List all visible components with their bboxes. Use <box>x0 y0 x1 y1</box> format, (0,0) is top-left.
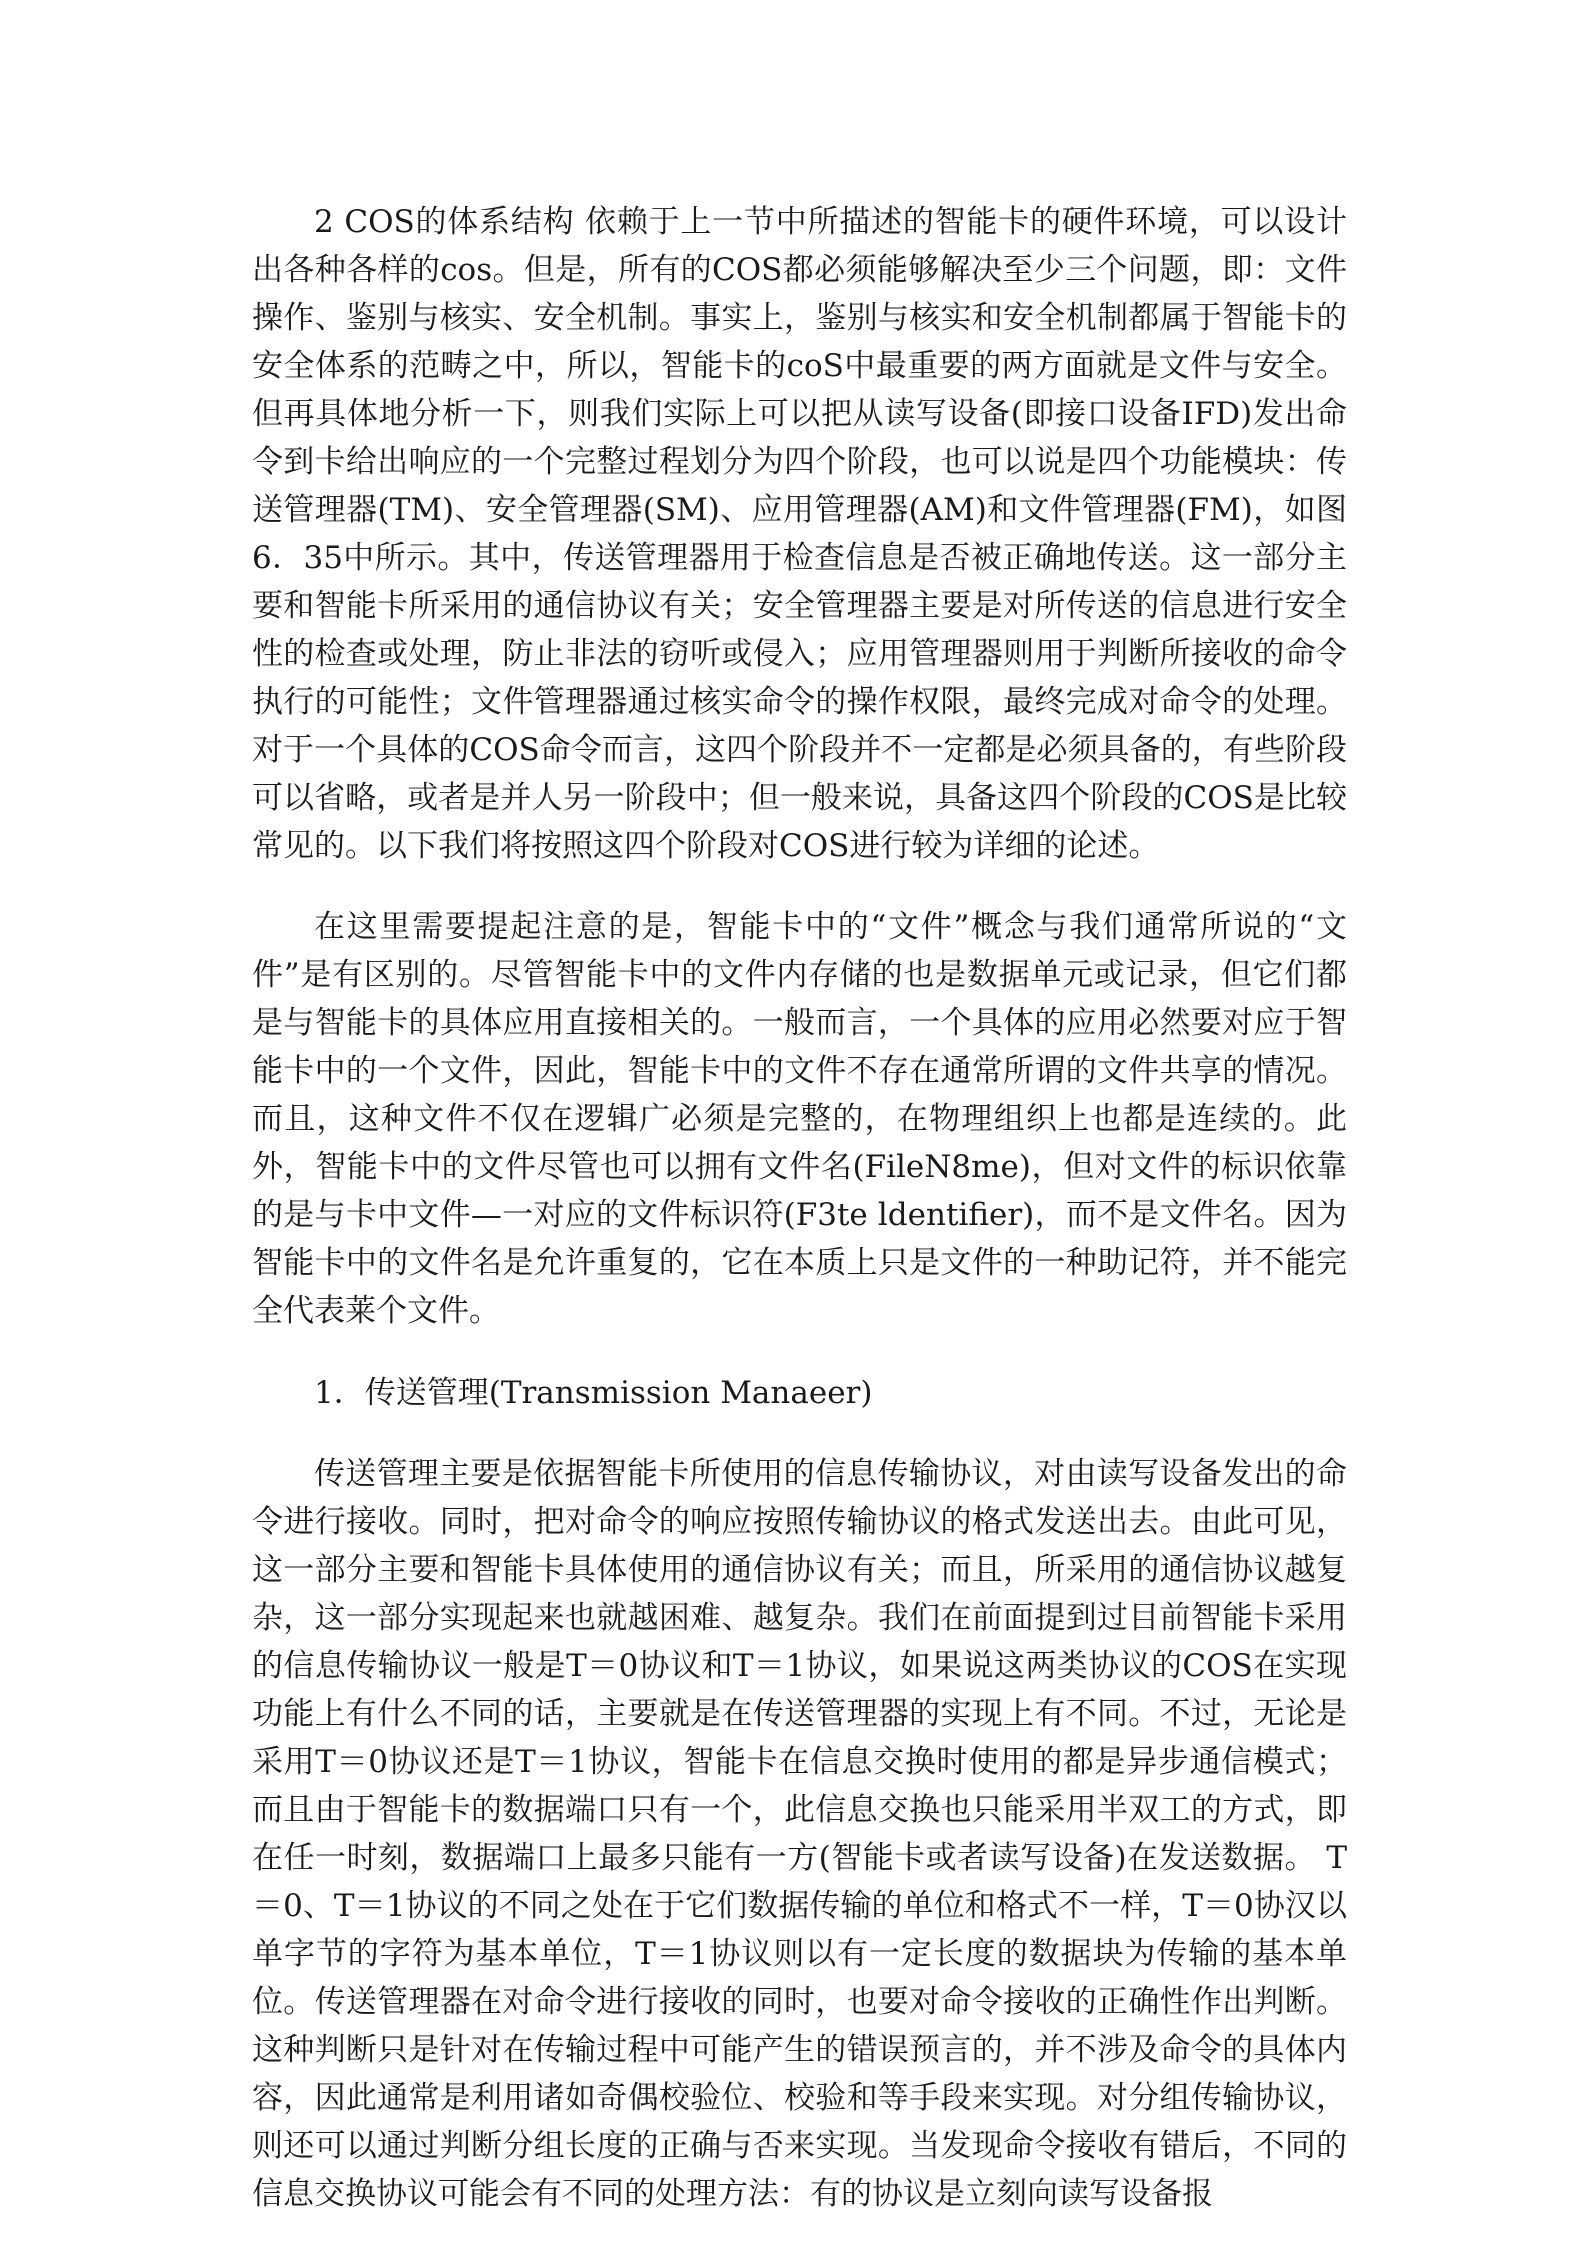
paragraph-cos-architecture: 2 COS的体系结构 依赖于上一节中所描述的智能卡的硬件环境，可以设计出各种各样的cos。但是，所有的COS都必须能够解决至少三个问题，即：文件操作、鉴别与核实、安全机制。事实上，鉴别与核实和安全机制都属于智能卡的安全体系的范畴之中，所以，智能卡的coS中最重要的两方面就是文件与安全。但再具体地分析一下，则我们实际上可以把从读写设备(即接口设备IFD)发出命令到卡给出响应的一个完整过程划分为四个阶段，也可以说是四个功能模块：传送管理器(TM)、安全管理器(SM)、应用管理器(AM)和文件管理器(FM)，如图6．35中所示。其中，传送管理器用于检查信息是否被正确地传送。这一部分主要和智能卡所采用的通信协议有关；安全管理器主要是对所传送的信息进行安全性的检查或处理，防止非法的窃听或侵入；应用管理器则用于判断所接收的命令执行的可能性；文件管理器通过核实命令的操作权限，最终完成对命令的处理。对于一个具体的COS命令而言，这四个阶段并不一定都是必须具备的，有些阶段可以省略，或者是并人另一阶段中；但一般来说，具备这四个阶段的COS是比较常见的。以下我们将按照这四个阶段对COS进行较为详细的论述。 <box>252 204 1347 864</box>
section-heading-transmission-manager: 1．传送管理(Transmission Manaeer) <box>314 1375 873 1411</box>
document-page <box>252 198 1347 2218</box>
paragraph-file-concept: 在这里需要提起注意的是，智能卡中的“文件”概念与我们通常所说的“文件”是有区别的。尽管智能卡中的文件内存储的也是数据单元或记录，但它们都是与智能卡的具体应用直接相关的。一般而言，一个具体的应用必然要对应于智能卡中的一个文件，因此，智能卡中的文件不存在通常所谓的文件共享的情况。而且，这种文件不仅在逻辑广必须是完整的，在物理组织上也都是连续的。此外，智能卡中的文件尽管也可以拥有文件名(FileN8me)，但对文件的标识依靠的是与卡中文件—一对应的文件标识符(F3te ldentifier)，而不是文件名。因为智能卡中的文件名是允许重复的，它在本质上只是文件的一种助记符，并不能完全代表莱个文件。 <box>252 909 1347 1329</box>
paragraph-transmission-manager: 传送管理主要是依据智能卡所使用的信息传输协议，对由读写设备发出的命令进行接收。同时，把对命令的响应按照传输协议的格式发送出去。由此可见，这一部分主要和智能卡具体使用的通信协议有关；而且，所采用的通信协议越复杂，这一部分实现起来也就越困难、越复杂。我们在前面提到过目前智能卡采用的信息传输协议一般是T＝0协议和T＝1协议，如果说这两类协议的COS在实现功能上有什么不同的话，主要就是在传送管理器的实现上有不同。不过，无论是采用T＝0协议还是T＝1协议，智能卡在信息交换时使用的都是异步通信模式；而且由于智能卡的数据端口只有一个，此信息交换也只能采用半双工的方式，即在任一时刻，数据端口上最多只能有一方(智能卡或者读写设备)在发送数据。 T＝0、T＝1协议的不同之处在于它们数据传输的单位和格式不一样，T＝0协汉以单字节的字符为基本单位，T＝1协议则以有一定长度的数据块为传输的基本单位。传送管理器在对命令进行接收的同时，也要对命令接收的正确性作出判断。这种判断只是针对在传输过程中可能产生的错误预言的，并不涉及命令的具体内容，因此通常是利用诸如奇偶校验位、校验和等手段来实现。对分组传输协议，则还可以通过判断分组长度的正确与否来实现。当发现命令接收有错后，不同的信息交换协议可能会有不同的处理方法：有的协议是立刻向读写设备报 <box>252 1456 1347 2212</box>
